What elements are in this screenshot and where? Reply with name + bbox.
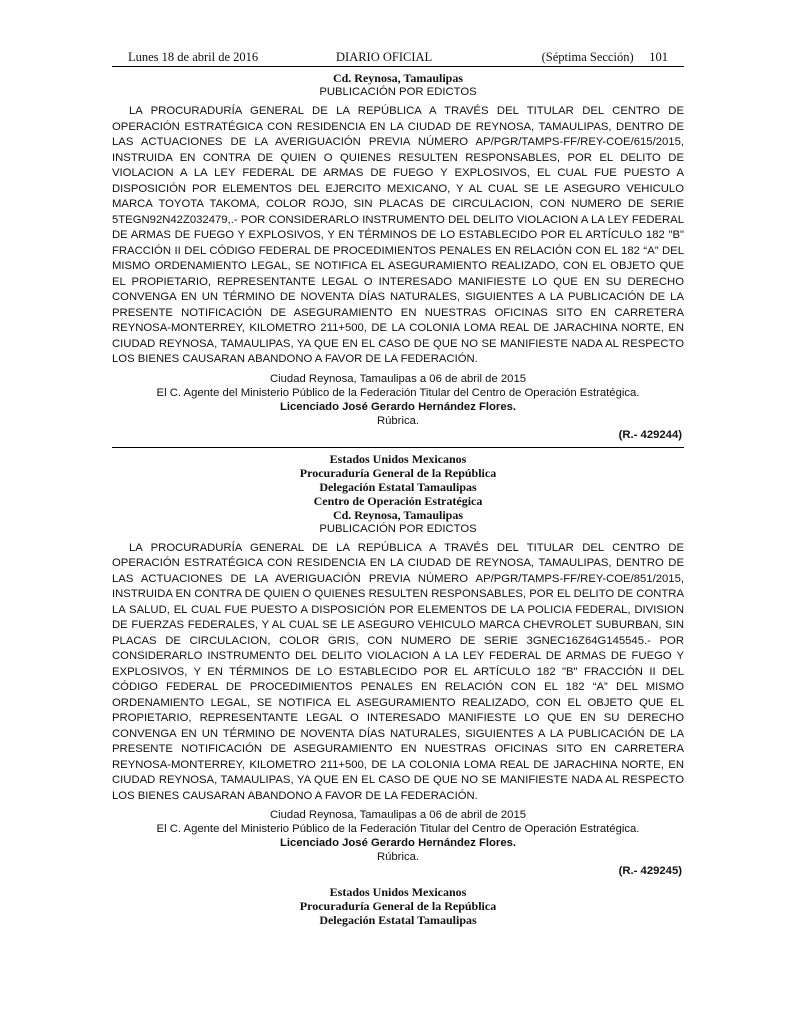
- section-divider: [112, 447, 684, 448]
- notice-type: PUBLICACIÓN POR EDICTOS: [319, 522, 477, 535]
- notice-signer-title: El C. Agente del Ministerio Público de la Federación Titular del Centro de Operación Estratégica.: [156, 386, 640, 399]
- issuer-line: Estados Unidos Mexicanos: [329, 885, 467, 899]
- notice-body: LA PROCURADURÍA GENERAL DE LA REPÚBLICA A TRAVÉS DEL TITULAR DEL CENTRO DE OPERACIÓN ESTRATÉGICA CON RESIDENCIA EN LA CIUDAD DE REYNOSA, TAMAULIPAS, DENTRO DE LAS ACTUACIONES DE LA AVERIGUACIÓN PREVIA NÚMERO AP/PGR/TAMPS-FF/REY-COE/851/2015, INSTRUIDA EN CONTRA DE QUIEN O QUIENES RESULTEN RESPONSABLES, POR EL DELITO DE CONTRA LA SALUD, EL CUAL FUE PUESTO A DISPOSICIÓN POR ELEMENTOS DE LA POLICIA FEDERAL, DIVISION DE FUERZAS FEDERALES, Y AL CUAL SE LE ASEGURO VEHICULO MARCA CHEVROLET SUBURBAN, SIN PLACAS DE CIRCULACION, COLOR GRIS, CON NUMERO DE SERIE 3GNEC16Z64G145545.- POR CONSIDERARLO INSTRUMENTO DEL DELITO VIOLACION A LA LEY FEDERAL DE ARMAS DE FUEGO Y EXPLOSIVOS, Y EN TÉRMINOS DE LO ESTABLECIDO POR EL ARTÍCULO 182 "B" FRACCIÓN II DEL CÓDIGO FEDERAL DE PROCEDIMIENTOS PENALES EN RELACIÓN CON EL 182 “A” DEL MISMO ORDENAMIENTO LEGAL, SE NOTIFICA EL ASEGURAMIENTO REALIZADO, CON EL OBJETO QUE EL PROPIETARIO, REPRESENTANTE LEGAL O INTERESADO MANIFIESTE LO QUE EN SU DERECHO CONVENGA EN UN TÉRMINO DE NOVENTA DÍAS NATURALES, SIGUIENTES A LA PUBLICACIÓN DE LA PRESENTE NOTIFICACIÓN DE ASEGURAMIENTO EN NUESTRAS OFICINAS SITO EN CARRETERA REYNOSA-MONTERREY, KILOMETRO 211+500, DE LA COLONIA LOMA REAL DE JARACHINA NORTE, EN CIUDAD REYNOSA, TAMAULIPAS, YA QUE EN EL CASO DE QUE NO SE MANIFIESTE NADA AL RESPECTO LOS BIENES CAUSARAN ABANDONO A FAVOR DE LA FEDERACIÓN.: [112, 541, 684, 802]
- document-page: [112, 46, 684, 927]
- issuer-line: Procuraduría General de la República: [299, 465, 497, 480]
- notice-429245: [112, 452, 684, 880]
- issuer-line: Delegación Estatal Tamaulipas: [319, 479, 477, 494]
- notice-body: LA PROCURADURÍA GENERAL DE LA REPÚBLICA A TRAVÉS DEL TITULAR DEL CENTRO DE OPERACIÓN ESTRATÉGICA CON RESIDENCIA EN LA CIUDAD DE REYNOSA, TAMAULIPAS, DENTRO DE LAS ACTUACIONES DE LA AVERIGUACIÓN PREVIA NÚMERO AP/PGR/TAMPS-FF/REY-COE/615/2015, INSTRUIDA EN CONTRA DE QUIEN O QUIENES RESULTEN RESPONSABLES, POR EL DELITO DE VIOLACION A LA LEY FEDERAL DE ARMAS DE FUEGO Y EXPLOSIVOS, EL CUAL FUE PUESTO A DISPOSICIÓN POR ELEMENTOS DEL EJERCITO MEXICANO, Y AL CUAL SE LE ASEGURO VEHICULO MARCA TOYOTA TAKOMA, COLOR ROJO, SIN PLACAS DE CIRCULACION, CON NUMERO DE SERIE 5TEGN92N42Z032479,.- POR CONSIDERARLO INSTRUMENTO DEL DELITO VIOLACION A LA LEY FEDERAL DE ARMAS DE FUEGO Y EXPLOSIVOS, Y EN TÉRMINOS DE LO ESTABLECIDO POR EL ARTÍCULO 182 "B" FRACCIÓN II DEL CÓDIGO FEDERAL DE PROCEDIMIENTOS PENALES EN RELACIÓN CON EL 182 “A” DEL MISMO ORDENAMIENTO LEGAL, SE NOTIFICA EL ASEGURAMIENTO REALIZADO, CON EL OBJETO QUE EL PROPIETARIO, REPRESENTANTE LEGAL O INTERESADO MANIFIESTE LO QUE EN SU DERECHO CONVENGA EN UN TÉRMINO DE NOVENTA DÍAS NATURALES, SIGUIENTES A LA PUBLICACIÓN DE LA PRESENTE NOTIFICACIÓN DE ASEGURAMIENTO EN NUESTRAS OFICINAS SITO EN CARRETERA REYNOSA-MONTERREY, KILOMETRO 211+500, DE LA COLONIA LOMA REAL DE JARACHINA NORTE, EN CIUDAD REYNOSA, TAMAULIPAS, YA QUE EN EL CASO DE QUE NO SE MANIFIESTE NADA AL RESPECTO LOS BIENES CAUSARAN ABANDONO A FAVOR DE LA FEDERACIÓN.: [112, 105, 684, 365]
- notice-location: Cd. Reynosa, Tamaulipas: [332, 71, 464, 85]
- issuer-line: Centro de Operación Estratégica: [313, 493, 483, 508]
- notice-signature: Rúbrica.: [376, 851, 420, 863]
- notice-reference: (R.- 429245): [618, 865, 682, 877]
- header-section: (Séptima Sección): [541, 50, 634, 64]
- issuer-line: Delegación Estatal Tamaulipas: [319, 913, 477, 927]
- notice-continued: [112, 885, 684, 927]
- notice-place-date: Ciudad Reynosa, Tamaulipas a 06 de abril de 2015: [269, 372, 527, 385]
- notice-type: PUBLICACIÓN POR EDICTOS: [319, 86, 477, 98]
- issuer-line: Estados Unidos Mexicanos: [329, 451, 467, 466]
- notice-signature: Rúbrica.: [376, 414, 420, 427]
- notice-429244: [112, 71, 684, 443]
- issuer-line: Cd. Reynosa, Tamaulipas: [332, 507, 464, 522]
- notice-signer-name: Licenciado José Gerardo Hernández Flores.: [279, 837, 517, 849]
- notice-signer-title: El C. Agente del Ministerio Público de la Federación Titular del Centro de Operación Estratégica.: [156, 823, 640, 835]
- header-page-number: 101: [649, 50, 668, 64]
- header-date: Lunes 18 de abril de 2016: [128, 50, 259, 64]
- notice-reference: (R.- 429244): [618, 428, 682, 441]
- header-rule: [112, 66, 684, 67]
- page-header: [112, 46, 684, 66]
- header-publication: DIARIO OFICIAL: [336, 50, 433, 64]
- header-section-page: [542, 50, 668, 65]
- notice-signer-name: Licenciado José Gerardo Hernández Flores.: [279, 400, 517, 413]
- issuer-line: Procuraduría General de la República: [299, 899, 497, 913]
- notice-place-date: Ciudad Reynosa, Tamaulipas a 06 de abril de 2015: [269, 809, 527, 821]
